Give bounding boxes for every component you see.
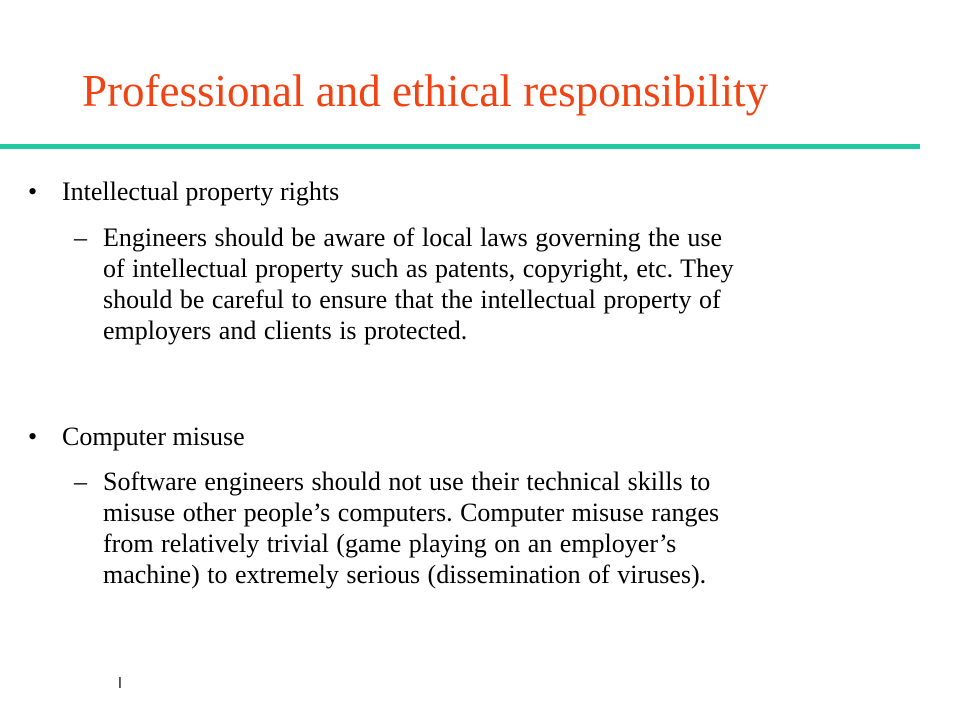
title-divider — [0, 144, 920, 149]
sub-bullet-line: should be careful to ensure that the intellectual property of — [103, 285, 721, 314]
sub-bullet-line: misuse other people’s computers. Computer misuse ranges — [103, 498, 720, 527]
sub-bullet-line: of intellectual property such as patents, copyright, etc. They — [103, 254, 734, 283]
footer-mark: l — [118, 676, 122, 692]
sub-bullet-line: from relatively trivial (game playing on an employer’s — [103, 529, 677, 558]
dash-icon: – — [74, 467, 87, 496]
sub-bullet — [74, 466, 874, 590]
bullet-icon: • — [28, 422, 38, 451]
sub-bullet — [74, 222, 874, 346]
slide-title: Professional and ethical responsibility — [82, 66, 769, 116]
dash-icon: – — [74, 223, 87, 252]
sub-bullet-line: employers and clients is protected. — [103, 316, 468, 345]
sub-bullet-line: Engineers should be aware of local laws governing the use — [103, 223, 723, 252]
sub-bullet-line: machine) to extremely serious (dissemination of viruses). — [103, 560, 707, 589]
bullet-heading: Computer misuse — [62, 422, 245, 451]
bullet-heading: Intellectual property rights — [62, 177, 340, 206]
sub-bullet-line: Software engineers should not use their technical skills to — [103, 467, 711, 496]
bullet-icon: • — [28, 177, 38, 206]
